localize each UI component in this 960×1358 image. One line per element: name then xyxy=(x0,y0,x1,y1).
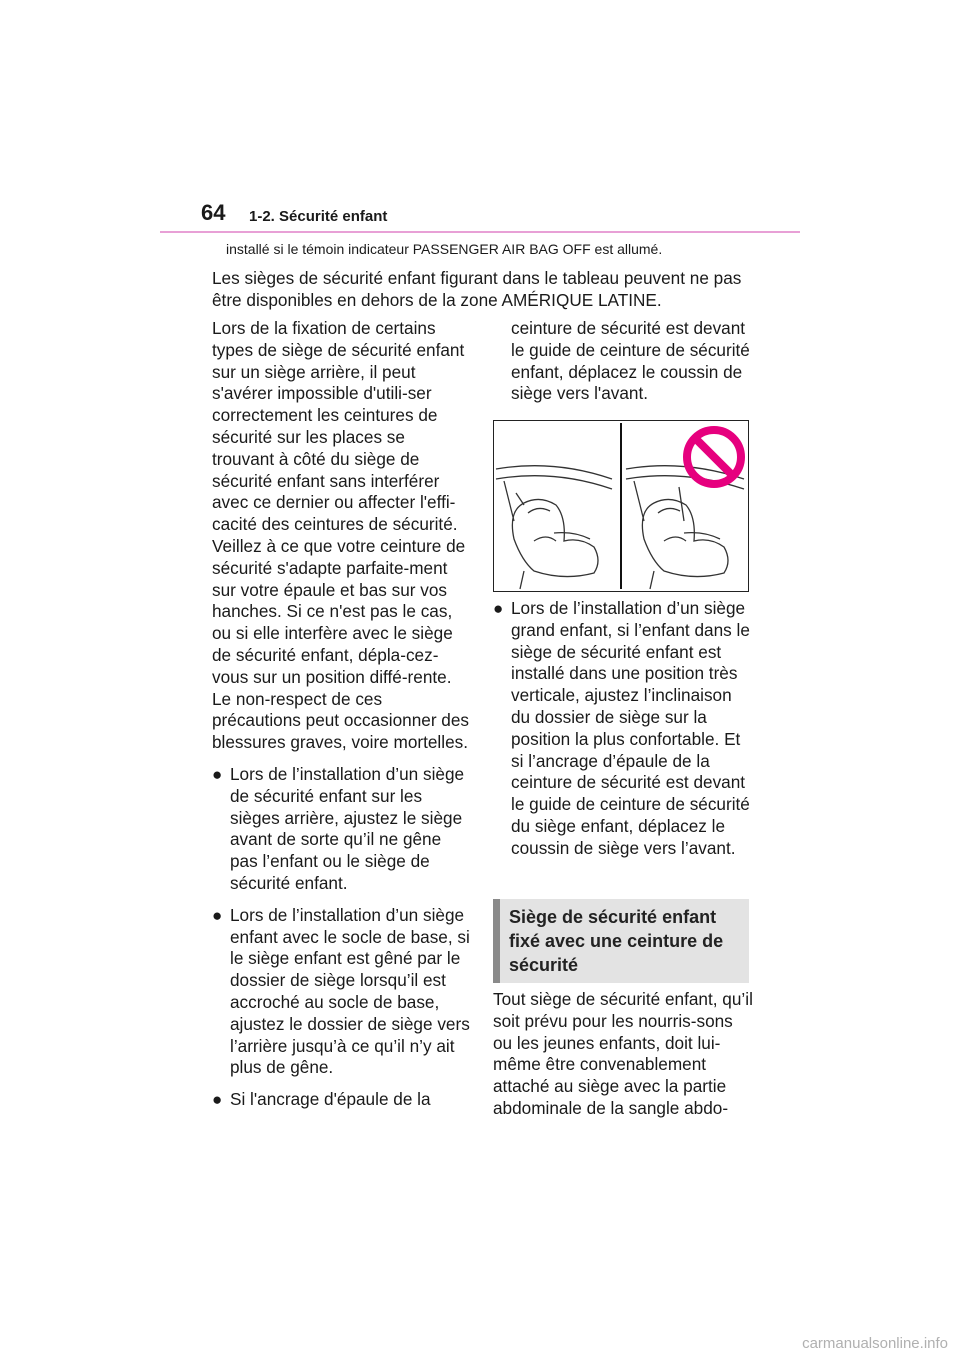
bullet-text: Lors de l’installation d’un siège grand enfant, si l’enfant dans le siège de sécurité enfant est installé dans une position très verticale, ajustez l’inclinaison du dossier de siège sur la position la plus confortable. Et si l’ancrage d’épaule de la ceinture de sécurité est devant le guide de ceinture de sécurité du siège enfant, déplacez le coussin de siège vers l’avant. xyxy=(511,598,750,858)
bullet-icon: ● xyxy=(212,1090,223,1110)
bullet-icon: ● xyxy=(212,905,223,925)
bullet-icon: ● xyxy=(493,599,504,618)
left-paragraph: Lors de la fixation de certains types de siège de sécurité enfant sur un siège arrière, il peut s'avérer impossible d'utili-ser correctement les ceintures de sécurité sur les places se trouvant à côté du siège de sécurité enfant sans interférer avec ce dernier ou affecter l'effi-cacité des ceintures de sécurité. Veillez à ce que votre ceinture de sécurité s'adapte parfaite-ment sur votre épaule et bas sur vos hanches. Si ce n'est pas le cas, ou si elle interfère avec le siège de sécurité enfant, dépla-cez-vous sur un position diffé-rente. Le non-respect de ces précautions peut occasionner des blessures graves, voire mortelles. xyxy=(212,318,470,753)
child-seat-illustration xyxy=(493,420,749,592)
bullet-text: Lors de l’installation d’un siège enfant avec le socle de base, si le siège enfant est gêné par le dossier de siège lorsqu’il est accroché au socle de base, ajustez le dossier de siège vers l’arrière jusqu’à ce qu’il n’y ait plus de gêne. xyxy=(230,904,470,1078)
right-paragraph: Tout siège de sécurité enfant, qu’il soit prévu pour les nourris-sons ou les jeunes enfants, doit lui-même être convenablement attaché au siège avec la partie abdominale de la sangle abdo- xyxy=(493,989,753,1118)
prohibition-icon xyxy=(687,430,741,484)
section-heading xyxy=(493,899,749,983)
list-item xyxy=(212,1089,470,1111)
left-column xyxy=(212,318,470,1121)
list-item xyxy=(212,764,470,895)
note-line: installé si le témoin indicateur PASSENGER AIR BAG OFF est allumé. xyxy=(226,241,663,257)
bullet-text: Lors de l’installation d’un siège de sécurité enfant sur les sièges arrière, ajustez le siège avant de sorte qu’il ne gêne pas l’enfant ou le siège de sécurité enfant. xyxy=(230,763,465,893)
list-item xyxy=(493,598,753,860)
bullet-icon: ● xyxy=(212,764,223,784)
bullet-continuation: ceinture de sécurité est devant le guide de ceinture de sécurité enfant, déplacez le coussin de siège vers l'avant. xyxy=(511,318,750,404)
bullet-text: Si l'ancrage d'épaule de la xyxy=(230,1089,431,1110)
watermark: carmanualsonline.info xyxy=(802,1335,948,1352)
right-bullets xyxy=(493,598,753,870)
right-column xyxy=(493,318,753,415)
header-rule xyxy=(160,231,800,233)
section-label: 1-2. Sécurité enfant xyxy=(249,208,388,225)
page-number: 64 xyxy=(201,200,226,225)
intro-paragraph: Les sièges de sécurité enfant figurant dans le tableau peuvent ne pas être disponibles en dehors de la zone AMÉRIQUE LATINE. xyxy=(212,268,742,310)
section-heading-text: Siège de sécurité enfant fixé avec une ceinture de sécurité xyxy=(509,907,724,975)
list-item xyxy=(212,905,470,1079)
